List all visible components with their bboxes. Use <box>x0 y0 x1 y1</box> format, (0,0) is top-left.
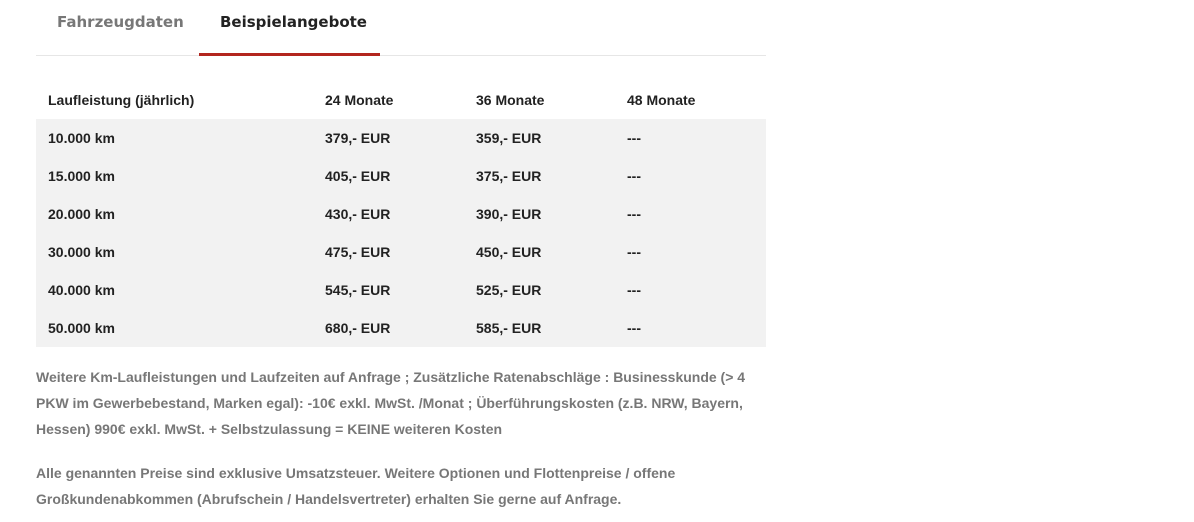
tab-beispielangebote[interactable]: Beispielangebote <box>199 0 380 55</box>
offers-panel <box>36 0 766 512</box>
cell-price-48: --- <box>627 244 641 260</box>
table-row <box>36 271 766 309</box>
tab-fahrzeugdaten[interactable]: Fahrzeugdaten <box>57 13 184 31</box>
tab-bar <box>36 0 766 56</box>
cell-price-48: --- <box>627 168 641 184</box>
header-36-months: 36 Monate <box>476 92 545 108</box>
cell-price-24: 405,- EUR <box>325 168 391 184</box>
header-mileage: Laufleistung (jährlich) <box>48 92 195 108</box>
cell-price-36: 390,- EUR <box>476 206 542 222</box>
cell-price-36: 359,- EUR <box>476 130 542 146</box>
cell-price-24: 430,- EUR <box>325 206 391 222</box>
price-info-note: Alle genannten Preise sind exklusive Umsatzsteuer. Weitere Optionen und Flottenpreise / offene Großkundenabkommen (Abrufschein / Handelsvertreter) erhalten Sie gerne auf Anfrage. <box>36 465 676 507</box>
cell-mileage: 30.000 km <box>48 244 115 260</box>
cell-mileage: 50.000 km <box>48 320 115 336</box>
cell-price-48: --- <box>627 320 641 336</box>
table-row <box>36 195 766 233</box>
cell-price-24: 545,- EUR <box>325 282 391 298</box>
cell-mileage: 40.000 km <box>48 282 115 298</box>
offers-table <box>36 81 766 347</box>
cell-price-36: 525,- EUR <box>476 282 542 298</box>
cell-price-24: 379,- EUR <box>325 130 391 146</box>
cell-price-24: 475,- EUR <box>325 244 391 260</box>
table-row <box>36 119 766 157</box>
table-row <box>36 233 766 271</box>
cell-price-48: --- <box>627 130 641 146</box>
cell-mileage: 10.000 km <box>48 130 115 146</box>
table-row <box>36 157 766 195</box>
header-24-months: 24 Monate <box>325 92 394 108</box>
extra-info-note: Weitere Km-Laufleistungen und Laufzeiten auf Anfrage ; Zusätzliche Ratenabschläge : Businesskunde (> 4 PKW im Gewerbebestand, Marken egal): -10€ exkl. MwSt. /Monat ; Überführungskosten (z.B. NRW, Bayern, Hessen) 990€ exkl. MwSt. + Selbstzulassung = KEINE weiteren Kosten <box>36 369 746 437</box>
cell-mileage: 20.000 km <box>48 206 115 222</box>
cell-price-48: --- <box>627 282 641 298</box>
cell-mileage: 15.000 km <box>48 168 115 184</box>
cell-price-24: 680,- EUR <box>325 320 391 336</box>
table-row <box>36 309 766 347</box>
table-header-row <box>36 81 766 119</box>
cell-price-36: 375,- EUR <box>476 168 542 184</box>
header-48-months: 48 Monate <box>627 92 696 108</box>
cell-price-36: 585,- EUR <box>476 320 542 336</box>
cell-price-48: --- <box>627 206 641 222</box>
cell-price-36: 450,- EUR <box>476 244 542 260</box>
